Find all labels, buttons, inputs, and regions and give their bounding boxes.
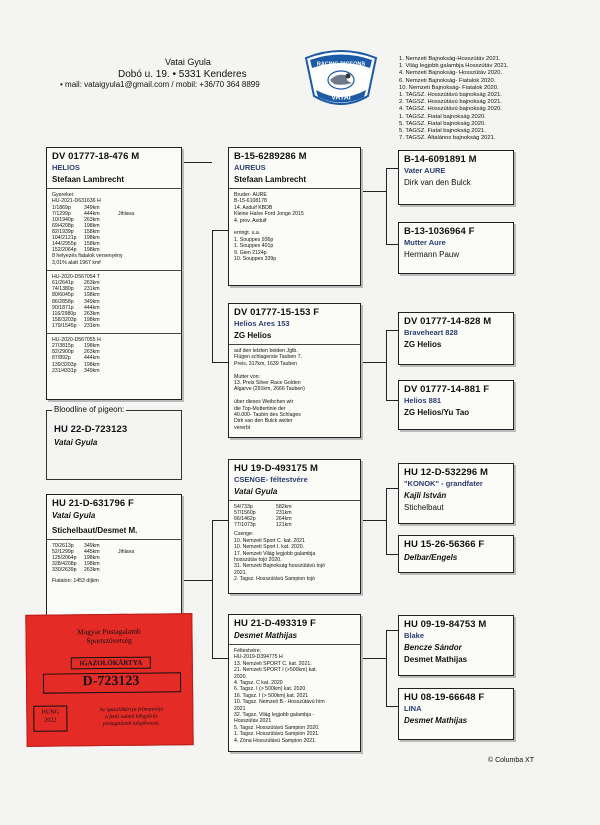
- ring-number: DV 01777-14-828 M: [404, 316, 492, 327]
- result-cell: 116/2980p: [52, 310, 77, 317]
- info-line: 10. Nemzeti Sport I. kat. 2020.: [234, 544, 305, 551]
- offspring-ring: HU-2020-D567054 T: [52, 273, 101, 280]
- info-line: 21. Nemzeti SPORT I (>500km) kat.: [234, 667, 317, 674]
- result-cell: 90/1871p: [52, 304, 74, 311]
- breeder-name: Vatai Gyula: [165, 57, 211, 67]
- result-cell: 66/1462p: [234, 516, 256, 523]
- result-cell: 330/2639p: [52, 567, 77, 574]
- ring-number: DV 01777-14-881 F: [404, 384, 490, 395]
- ring-number: HU 21-D-631796 F: [52, 498, 134, 509]
- result-cell: 198km: [84, 361, 100, 368]
- info-line: hosszútáv tojó 2020.: [234, 557, 282, 563]
- result-cell: 445km: [84, 549, 100, 556]
- pigeon-name: Braveheart 828: [404, 328, 458, 337]
- achievement-item: 5. TAGSZ. Fiatal bajnokság 2021.: [399, 128, 486, 135]
- result-cell: 349km: [84, 543, 100, 549]
- dam-dam-card: [228, 614, 361, 752]
- owner-name: Desmet Mathijas: [404, 716, 468, 725]
- pigeon-name: Mutter Aure: [404, 238, 446, 247]
- result-cell: 444km: [84, 304, 100, 311]
- sire-card: [46, 147, 182, 400]
- result-cell: 80/6045p: [52, 292, 74, 299]
- info-line: 2020.: [234, 673, 247, 680]
- pigeon-name: HELIOS: [52, 163, 80, 172]
- result-cell: 444km: [84, 210, 100, 217]
- sire-sire-card: [228, 147, 361, 286]
- owner-name: Delbar/Engels: [404, 553, 458, 562]
- pigeon-name: CSENGE- féltestvére: [234, 475, 308, 484]
- result-cell: 10/1940p: [52, 216, 74, 223]
- dam-note: Fiatalon: 1453 díjkm: [52, 578, 99, 585]
- result-cell: 69/4208p: [52, 222, 74, 229]
- result-cell: 158km: [84, 228, 100, 235]
- info-line: Csenge:: [234, 531, 254, 538]
- ring-number: HU 12-D-532296 M: [404, 467, 488, 478]
- owner-name: Stefaan Lambrecht: [52, 175, 125, 184]
- ring-number: HU 09-19-84753 M: [404, 619, 487, 630]
- pigeon-icon: [328, 71, 354, 89]
- info-line: 40.000- Taubin des Schlages: [234, 412, 301, 419]
- owner-name: Kajli István: [404, 491, 447, 500]
- breeder-address: Dobó u. 19. • 5331 Kenderes: [118, 69, 247, 80]
- pigeon-name: Helios Ares 153: [234, 319, 290, 328]
- logo-bottom-text: VATAI: [331, 94, 351, 102]
- result-cell: 198km: [84, 292, 100, 299]
- result-cell: 198km: [84, 235, 100, 242]
- ddd-card: [398, 688, 514, 740]
- result-cell: 349km: [84, 204, 100, 211]
- card-org-line1: Magyar Postagalamb: [77, 626, 141, 637]
- dss-card: [398, 463, 514, 524]
- pigeon-name: LINA: [404, 704, 422, 713]
- result-cell: 158km: [84, 241, 100, 248]
- result-cell: 1/1869p: [52, 204, 71, 211]
- card-note-line: a fenti számú lábgyűrűs: [105, 713, 158, 721]
- offspring-results-grid: [52, 205, 176, 254]
- info-line: erringt. u.a.: [234, 230, 261, 237]
- ring-number: HU 21-D-493319 F: [234, 618, 316, 629]
- pigeon-info: [234, 648, 355, 744]
- owner-name: Bencze Sándor: [404, 643, 462, 652]
- result-cell: [118, 247, 176, 253]
- logo-top-text: RACING PIGEONS: [316, 61, 366, 68]
- result-cell: 77/1073p: [234, 522, 256, 529]
- info-line: vererbt: [234, 424, 251, 431]
- info-line: Kleine Halve Ford Jonge 2015: [234, 211, 304, 218]
- vatai-logo: [300, 50, 382, 112]
- owner-name: ZG Helios: [404, 340, 442, 349]
- offspring-results-grid: [52, 280, 176, 329]
- info-line: 2021: [234, 705, 246, 712]
- info-line: 4. Zóna Hosszútávú Sampion 2021.: [234, 737, 317, 744]
- info-line: 2021.: [234, 569, 247, 576]
- owner-name: Hermann Pauw: [404, 250, 460, 259]
- info-line: 10. Nemzeti Sport C. kat. 2021: [234, 537, 305, 544]
- info-line: B-15-6108178: [234, 198, 267, 205]
- card-org-line2: Sportszövetség: [86, 635, 132, 646]
- result-cell: 104/2121p: [52, 235, 77, 242]
- info-line: 5. Tagsz. Hosszútávú Sampion 2020.: [234, 724, 320, 731]
- info-line: Algarve (291km, 2666 Tauben): [234, 386, 305, 393]
- owner-name: Stefaan Lambrecht: [234, 175, 307, 184]
- info-line: 4. prov. Asduif: [234, 217, 267, 224]
- offspring-label: Gyerekei:: [52, 192, 75, 198]
- info-line: Dirk van den Bulck weiter: [234, 418, 293, 425]
- achievement-list: [399, 56, 508, 142]
- info-line: 9. Gien 2124p: [234, 249, 267, 256]
- result-cell: 198km: [84, 561, 100, 568]
- ring-number: HU 15-26-56366 F: [404, 539, 485, 550]
- card-note: [75, 706, 187, 728]
- ring-number: B-15-6289286 M: [234, 151, 307, 162]
- bloodline-ring: HU 22-D-723123: [54, 424, 128, 435]
- info-line: 16. Tagsz. I (> 500km) kat. 2021: [234, 692, 309, 699]
- info-line: 2. Tagsz. Hosszútávú Sampion tojó: [234, 576, 315, 583]
- achievement-item: 1. Nemzeti Bajnokság-Hosszútáv 2021.: [399, 56, 501, 62]
- pigeon-name: Vater AURE: [404, 166, 446, 175]
- result-cell: 82/1939p: [52, 228, 74, 235]
- owner-name: Desmet Mathijas: [234, 631, 298, 640]
- owner-name: Vatai Gyula: [52, 511, 96, 520]
- ring-number: DV 01777-15-153 F: [234, 307, 320, 318]
- bloodline-box: [46, 405, 182, 480]
- sire-dam-card: [228, 303, 361, 438]
- achievement-item: 1. Világ legjobb galambja Hosszútáv 2021.: [399, 63, 509, 70]
- result-cell: 231km: [84, 322, 100, 329]
- achievement-item: 10. Nemzeti Bajnokság- Fiatalok 2020.: [399, 84, 499, 91]
- strain-line: Desmet Mathijas: [404, 655, 468, 664]
- owner-name: ZG Helios/Yu Tao: [404, 408, 470, 417]
- result-cell: 582km: [276, 504, 292, 510]
- owner-name: ZG Helios: [234, 331, 272, 340]
- offspring-ring: HU-2020-D567055 H: [52, 336, 101, 343]
- info-line: 10. Tagsz. Nemzeti B.- Hosszútávú hím: [234, 699, 325, 706]
- result-cell: 349km: [84, 298, 100, 305]
- pigeon-name: "KONOK" - grandfater: [404, 479, 483, 488]
- pigeon-name: Helios 881: [404, 396, 442, 405]
- result-cell: 144/2955p: [52, 241, 77, 248]
- result-cell: 263km: [84, 567, 100, 574]
- result-cell: 198km: [84, 555, 100, 562]
- result-cell: [118, 567, 176, 573]
- offspring-note: 3,01% alatt 1967 kmf: [52, 259, 101, 266]
- card-ring-number: D-723123: [82, 673, 140, 690]
- result-cell: 198km: [84, 343, 100, 350]
- result-cell: 263km: [84, 349, 100, 356]
- results-table: [234, 504, 355, 528]
- ssd-card: [398, 222, 514, 274]
- info-line: auf den letzten beiden Jgtb.: [234, 348, 298, 354]
- card-year-box: [33, 705, 67, 731]
- info-line: 4. Tagsz. C kat. 2020: [234, 680, 283, 687]
- info-line: Bruder- AURE: [234, 192, 267, 198]
- result-cell: 328/4208p: [52, 561, 77, 568]
- card-note-line: Az igazolókártya felmutatója: [99, 706, 164, 714]
- ring-number: HU 08-19-66648 F: [404, 692, 485, 703]
- result-cell: 263km: [84, 280, 100, 287]
- result-cell: Jihlava: [118, 210, 135, 217]
- result-cell: 52/1299p: [52, 549, 74, 556]
- info-line: Féltestvére:: [234, 648, 262, 654]
- ring-number: B-14-6091891 M: [404, 154, 477, 165]
- info-line: 10. Souppes 339p: [234, 256, 277, 263]
- owner-name: Vatai Gyula: [234, 487, 278, 496]
- breeder-contact: • mail: vataigyula1@gmail.com / mobil: +36/70 364 8899: [60, 80, 260, 89]
- ring-number: HU 19-D-493175 M: [234, 463, 318, 474]
- dsd-card: [398, 535, 514, 573]
- achievement-item: 6. Nemzeti Bajnokság- Fiatalok 2020.: [399, 77, 496, 84]
- result-cell: 263km: [84, 310, 100, 317]
- info-line: Hosszútáv 2021: [234, 718, 272, 725]
- info-line: Preis, 317km, 1639 Tauben: [234, 360, 298, 367]
- info-line: 32. Tagsz. Világ legjobb galambja -: [234, 712, 315, 719]
- info-line: 1. Souppes 936p: [234, 236, 274, 243]
- info-line: 14. Asduif KBDB: [234, 204, 273, 211]
- achievement-item: 4. TAGSZ. Hosszútávú bajnokság 2020.: [399, 106, 502, 113]
- achievement-item: 2. TAGSZ. Hosszútávú bajnokság 2021.: [399, 99, 502, 106]
- strain-line: Stichelbaut: [404, 503, 444, 512]
- ring-number: DV 01777-18-476 M: [52, 151, 140, 162]
- result-cell: 7/1299p: [52, 210, 71, 217]
- result-cell: 82/2900p: [52, 349, 74, 356]
- result-cell: 349km: [84, 367, 100, 374]
- sdd-card: [398, 380, 514, 430]
- info-line: Flügen schlagerste Tauben 7.: [234, 354, 302, 361]
- result-cell: 139/3203p: [52, 361, 77, 368]
- result-cell: 61/2641p: [52, 280, 74, 287]
- info-line: die Top-Muttertinie der: [234, 405, 286, 412]
- result-cell: [118, 323, 176, 329]
- result-cell: 231km: [84, 286, 100, 293]
- info-line: 17. Nemzeti Világ legjobb galambja: [234, 550, 316, 557]
- pigeon-info: [234, 192, 355, 262]
- result-cell: 264km: [276, 516, 292, 523]
- result-cell: 70/2613p: [52, 543, 74, 549]
- result-cell: 198km: [84, 316, 100, 323]
- card-note-line: postagalamb tulajdonosa.: [102, 720, 161, 728]
- info-line: Mutter von:: [234, 373, 260, 380]
- achievement-item: 1. TAGSZ. Hosszútávú bajnokság 2021.: [399, 92, 502, 99]
- offspring-note: 8 helyezés fiatalok versenyény: [52, 253, 123, 260]
- result-cell: 121km: [276, 522, 292, 529]
- info-line: über dieses Weibchen wir: [234, 399, 294, 406]
- card-country: HUNG: [41, 709, 60, 716]
- result-cell: 87/892p: [52, 355, 71, 362]
- result-cell: 231/4331p: [52, 367, 77, 374]
- result-cell: [118, 368, 176, 374]
- strain-line: Stichelbaut/Desmet M.: [52, 526, 138, 535]
- bloodline-owner: Vatai Gyula: [54, 438, 98, 447]
- info-line: 6. Tagsz. I (> 500km) kat. 2020: [234, 686, 306, 693]
- offspring-ring: HU-2021-D631636 H: [52, 198, 101, 205]
- card-year: 2022: [44, 717, 57, 724]
- info-line: 31. Nemzeti Bajnokság hosszútávú tojó: [234, 563, 325, 570]
- copyright: © Columba XT: [488, 757, 535, 764]
- results-table: [52, 543, 176, 573]
- ring-number: B-13-1036964 F: [404, 226, 475, 237]
- achievement-item: 5. TAGSZ. Fiatal bajnokság 2020.: [399, 120, 486, 127]
- result-cell: 158/3203p: [52, 316, 77, 323]
- result-cell: 86/2858p: [52, 298, 74, 305]
- result-cell: 263km: [84, 216, 100, 223]
- result-cell: 444km: [84, 355, 100, 362]
- offspring-results-grid: [52, 343, 176, 373]
- info-line: 13. Preis Silver Race Golden: [234, 380, 301, 387]
- pigeon-info: [234, 531, 355, 582]
- result-cell: Jihlava: [118, 549, 135, 556]
- ownership-card: [25, 613, 193, 747]
- result-cell: 54/733p: [234, 504, 253, 510]
- achievement-item: 1. TAGSZ. Fiatal bajnokság 2020.: [399, 113, 486, 120]
- pigeon-info: [234, 348, 355, 431]
- dam-sire-card: [228, 459, 361, 594]
- sss-card: [398, 150, 514, 205]
- result-cell: 57/1560p: [234, 510, 256, 517]
- dds-card: [398, 615, 514, 676]
- info-line: 13. Nemzeti SPORT C. kat. 2021.: [234, 660, 312, 667]
- result-cell: 125/2064p: [52, 555, 77, 562]
- result-cell: 27/3815p: [52, 343, 74, 350]
- bloodline-title: Bloodline of pigeon:: [54, 405, 125, 414]
- info-line: 1. Tagsz. Hosszútávú Sampion 2021.: [234, 731, 320, 738]
- result-cell: 198km: [84, 222, 100, 229]
- result-cell: 152/2064p: [52, 247, 77, 254]
- result-cell: 198km: [84, 247, 100, 254]
- pigeon-name: Blake: [404, 631, 425, 640]
- offspring-results: [52, 198, 176, 373]
- info-line: 1. Souppes 401p: [234, 243, 274, 250]
- achievement-item: 7. TAGSZ. Általános bajnokság 2021.: [399, 135, 496, 142]
- info-line: HU-2019-D394775 H: [234, 654, 283, 661]
- result-cell: 179/1545p: [52, 322, 77, 329]
- achievement-item: 4. Nemzeti Bajnokság- Hosszútáv 2020.: [399, 70, 503, 77]
- result-cell: 74/1380p: [52, 286, 74, 293]
- owner-name: Dirk van den Bulck: [404, 178, 471, 187]
- pigeon-name: AUREUS: [234, 163, 266, 172]
- result-cell: 231km: [276, 510, 292, 517]
- sds-card: [398, 312, 514, 365]
- card-title: IGAZOLÓKÁRTYA: [71, 657, 151, 670]
